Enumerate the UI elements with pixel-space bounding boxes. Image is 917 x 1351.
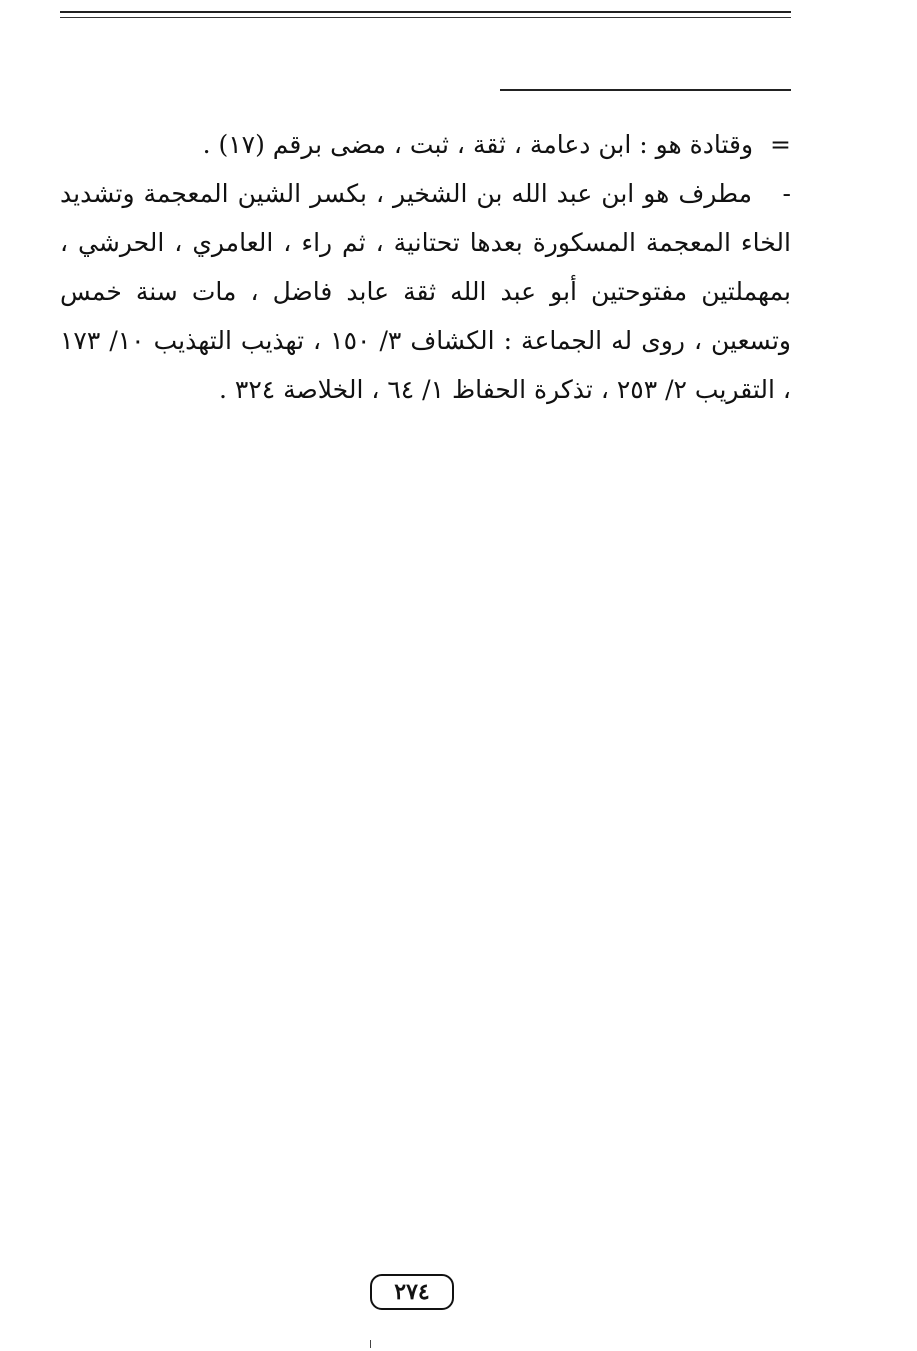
scan-speck	[370, 1340, 371, 1348]
footnote-separator	[500, 89, 791, 91]
page-number	[370, 1274, 454, 1310]
page-number-text: ٢٧٤	[394, 1279, 430, 1305]
footnote-text: وقتادة هو : ابن دعامة ، ثقة ، ثبت ، مضى برقم (١٧) .	[202, 130, 754, 159]
footnote-mutarrif	[60, 169, 791, 414]
footnote-marker: =	[770, 130, 791, 159]
footnote-text: مطرف هو ابن عبد الله بن الشخير ، بكسر الشين المعجمة وتشديد الخاء المعجمة المسكورة بعدها تحتانية ، ثم راء ، العامري ، الحرشي ، بمهملتين مفتوحتين أبو عبد الله ثقة عابد فاضل ، مات سنة خمس وتسعين ، روى له الجماعة : الكشاف ٣/ ١٥٠ ، تهذيب التهذيب ١٠/ ١٧٣ ، التقريب ٢/ ٢٥٣ ، تذكرة الحفاظ ١/ ٦٤ ، الخلاصة ٣٢٤ .	[60, 179, 791, 404]
footnote-qatada	[60, 120, 791, 169]
footnotes	[60, 120, 791, 414]
header-rule-thick	[60, 11, 791, 13]
footnote-marker: -	[782, 179, 791, 208]
header-rule-thin	[60, 17, 791, 18]
